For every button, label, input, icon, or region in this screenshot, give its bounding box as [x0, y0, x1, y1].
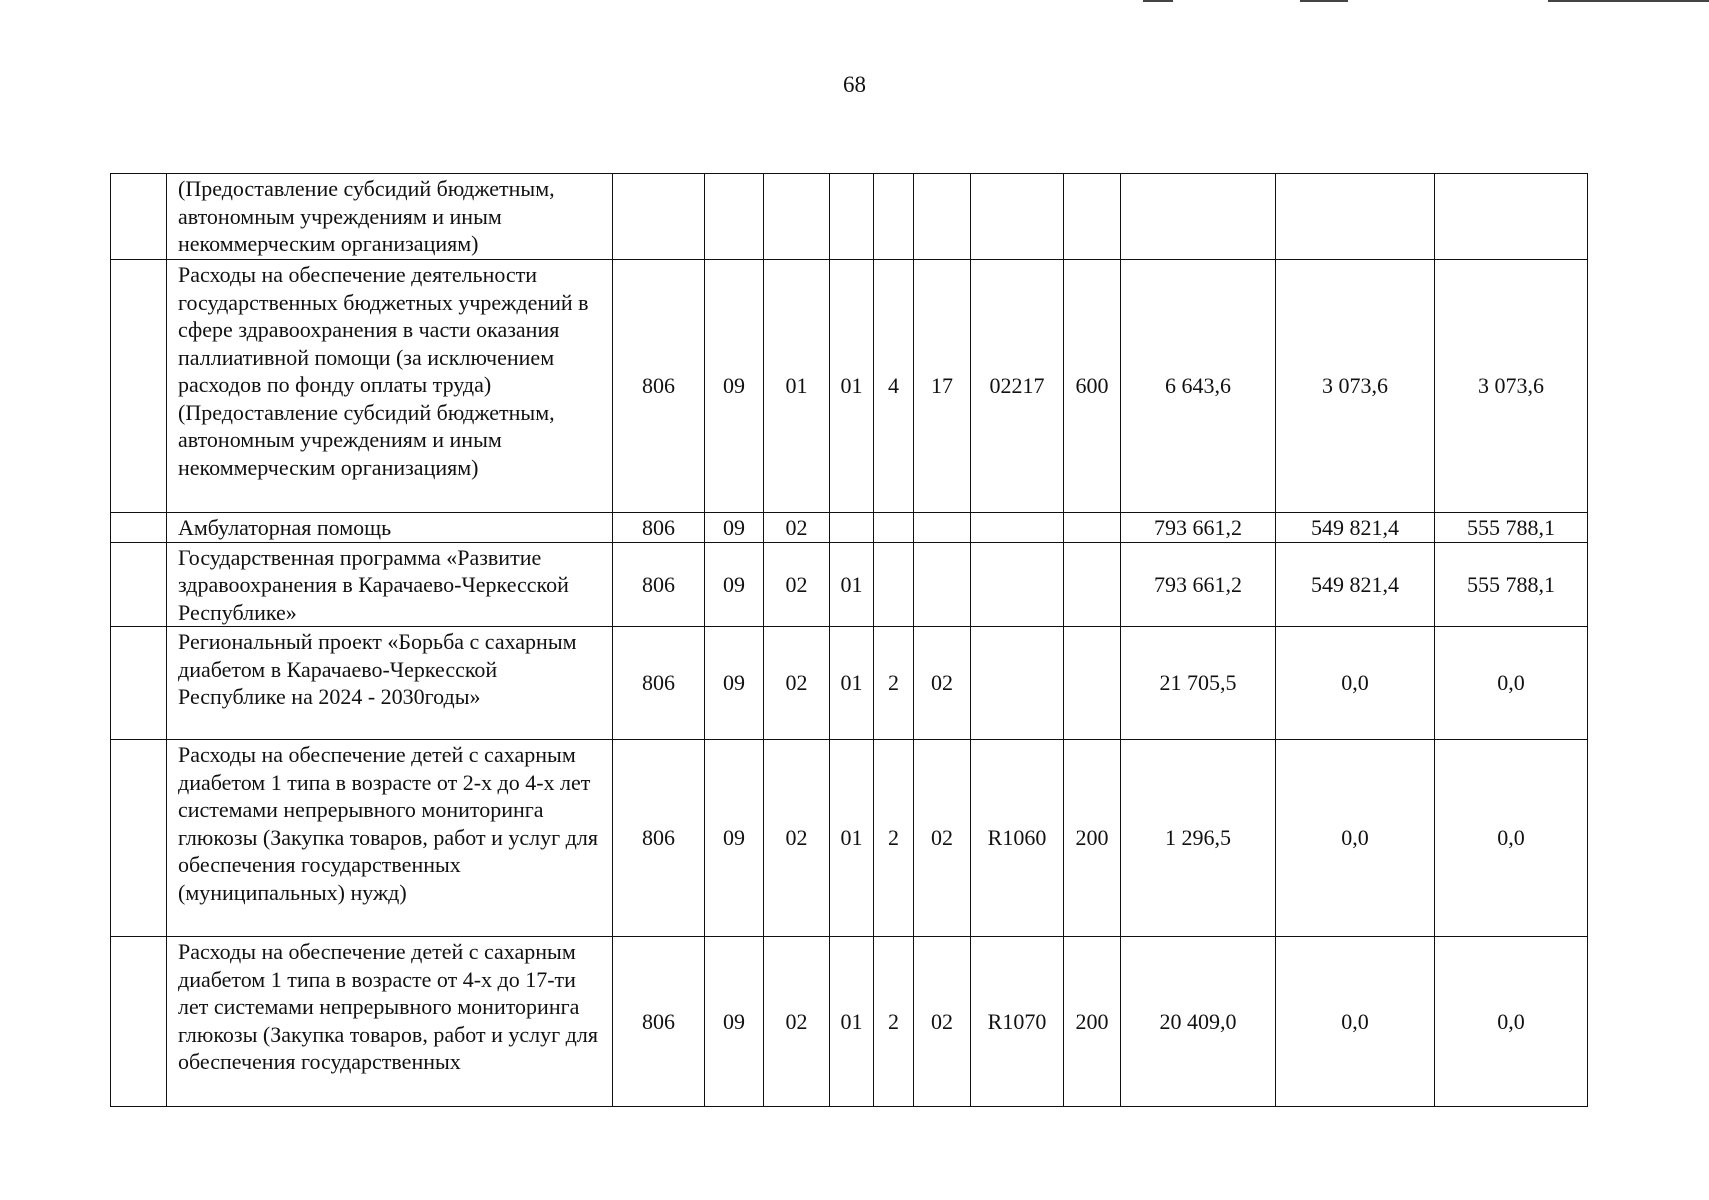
- expense-type-cell: [1064, 513, 1121, 543]
- section-code-cell: 09: [705, 542, 764, 627]
- row-index-cell: [111, 174, 167, 260]
- amount-year2-cell: 3 073,6: [1276, 260, 1435, 513]
- program-type-cell: [874, 174, 914, 260]
- project-code-cell: [914, 174, 971, 260]
- subsection-code-cell: 02: [764, 542, 830, 627]
- amount-year3-cell: 0,0: [1435, 627, 1588, 740]
- amount-year1-cell: 6 643,6: [1121, 260, 1276, 513]
- amount-year1-cell: 793 661,2: [1121, 542, 1276, 627]
- section-code-cell: 09: [705, 513, 764, 543]
- program-code-cell: 01: [830, 740, 874, 937]
- item-name-cell: Расходы на обеспечение детей с сахарным диабетом 1 типа в возрасте от 4-х до 17-ти лет системами непрерывного мониторинга глюкозы (Закупка товаров, работ и услуг для обеспечения государственных: [167, 937, 613, 1107]
- item-name-cell: Расходы на обеспечение детей с сахарным диабетом 1 типа в возрасте от 2-х до 4-х лет системами непрерывного мониторинга глюкозы (Закупка товаров, работ и услуг для обеспечения государственных (муниципальных) нужд): [167, 740, 613, 937]
- amount-year1-cell: [1121, 174, 1276, 260]
- direction-code-cell: [971, 174, 1064, 260]
- section-code-cell: [705, 174, 764, 260]
- section-code-cell: 09: [705, 260, 764, 513]
- program-type-cell: 2: [874, 937, 914, 1107]
- ministry-code-cell: 806: [613, 937, 705, 1107]
- amount-year3-cell: 0,0: [1435, 740, 1588, 937]
- table-row: [111, 174, 1588, 260]
- subsection-code-cell: 02: [764, 740, 830, 937]
- expense-type-cell: [1064, 627, 1121, 740]
- amount-year2-cell: 0,0: [1276, 627, 1435, 740]
- ministry-code-cell: 806: [613, 627, 705, 740]
- amount-year3-cell: [1435, 174, 1588, 260]
- ministry-code-cell: 806: [613, 740, 705, 937]
- section-code-cell: 09: [705, 627, 764, 740]
- expense-type-cell: [1064, 174, 1121, 260]
- ministry-code-cell: 806: [613, 513, 705, 543]
- project-code-cell: [914, 542, 971, 627]
- direction-code-cell: [971, 513, 1064, 543]
- direction-code-cell: R1070: [971, 937, 1064, 1107]
- direction-code-cell: R1060: [971, 740, 1064, 937]
- row-index-cell: [111, 542, 167, 627]
- program-type-cell: [874, 513, 914, 543]
- row-index-cell: [111, 513, 167, 543]
- subsection-code-cell: 02: [764, 937, 830, 1107]
- table-row: [111, 740, 1588, 937]
- expense-type-cell: 200: [1064, 740, 1121, 937]
- table-row: [111, 542, 1588, 627]
- item-name-cell: Расходы на обеспечение деятельности государственных бюджетных учреждений в сфере здравоохранения в части оказания паллиативной помощи (за исключением расходов по фонду оплаты труда) (Предоставление субсидий бюджетным, автономным учреждениям и иным некоммерческим организациям): [167, 260, 613, 513]
- amount-year2-cell: 0,0: [1276, 740, 1435, 937]
- program-type-cell: 2: [874, 740, 914, 937]
- amount-year1-cell: 20 409,0: [1121, 937, 1276, 1107]
- item-name-cell: (Предоставление субсидий бюджетным, автономным учреждениям и иным некоммерческим организациям): [167, 174, 613, 260]
- item-name-cell: Региональный проект «Борьба с сахарным диабетом в Карачаево-Черкесской Республике на 2024 - 2030годы»: [167, 627, 613, 740]
- subsection-code-cell: 02: [764, 513, 830, 543]
- amount-year2-cell: [1276, 174, 1435, 260]
- subsection-code-cell: 01: [764, 260, 830, 513]
- program-code-cell: 01: [830, 542, 874, 627]
- expense-type-cell: 600: [1064, 260, 1121, 513]
- project-code-cell: 02: [914, 937, 971, 1107]
- budget-table: [110, 173, 1588, 1107]
- amount-year2-cell: 0,0: [1276, 937, 1435, 1107]
- program-code-cell: [830, 513, 874, 543]
- section-code-cell: 09: [705, 740, 764, 937]
- item-name-cell: Амбулаторная помощь: [167, 513, 613, 543]
- program-code-cell: 01: [830, 627, 874, 740]
- subsection-code-cell: [764, 174, 830, 260]
- expense-type-cell: 200: [1064, 937, 1121, 1107]
- program-type-cell: 4: [874, 260, 914, 513]
- scan-artifact: [1300, 0, 1348, 2]
- amount-year2-cell: 549 821,4: [1276, 513, 1435, 543]
- row-index-cell: [111, 260, 167, 513]
- subsection-code-cell: 02: [764, 627, 830, 740]
- ministry-code-cell: [613, 174, 705, 260]
- page-number: 68: [843, 72, 866, 97]
- expense-type-cell: [1064, 542, 1121, 627]
- amount-year3-cell: 555 788,1: [1435, 542, 1588, 627]
- ministry-code-cell: 806: [613, 260, 705, 513]
- table-row: [111, 937, 1588, 1107]
- row-index-cell: [111, 740, 167, 937]
- direction-code-cell: [971, 627, 1064, 740]
- direction-code-cell: [971, 542, 1064, 627]
- ministry-code-cell: 806: [613, 542, 705, 627]
- row-index-cell: [111, 937, 167, 1107]
- program-code-cell: 01: [830, 937, 874, 1107]
- amount-year3-cell: 0,0: [1435, 937, 1588, 1107]
- direction-code-cell: 02217: [971, 260, 1064, 513]
- scan-artifact: [1143, 0, 1173, 2]
- amount-year1-cell: 21 705,5: [1121, 627, 1276, 740]
- scan-artifact: [1548, 0, 1709, 2]
- amount-year3-cell: 555 788,1: [1435, 513, 1588, 543]
- project-code-cell: [914, 513, 971, 543]
- amount-year3-cell: 3 073,6: [1435, 260, 1588, 513]
- project-code-cell: 17: [914, 260, 971, 513]
- table-row: [111, 513, 1588, 543]
- program-type-cell: [874, 542, 914, 627]
- amount-year1-cell: 793 661,2: [1121, 513, 1276, 543]
- row-index-cell: [111, 627, 167, 740]
- table-row: [111, 260, 1588, 513]
- amount-year2-cell: 549 821,4: [1276, 542, 1435, 627]
- table-row: [111, 627, 1588, 740]
- program-code-cell: [830, 174, 874, 260]
- item-name-cell: Государственная программа «Развитие здравоохранения в Карачаево-Черкесской Республике»: [167, 542, 613, 627]
- amount-year1-cell: 1 296,5: [1121, 740, 1276, 937]
- project-code-cell: 02: [914, 740, 971, 937]
- section-code-cell: 09: [705, 937, 764, 1107]
- program-type-cell: 2: [874, 627, 914, 740]
- project-code-cell: 02: [914, 627, 971, 740]
- program-code-cell: 01: [830, 260, 874, 513]
